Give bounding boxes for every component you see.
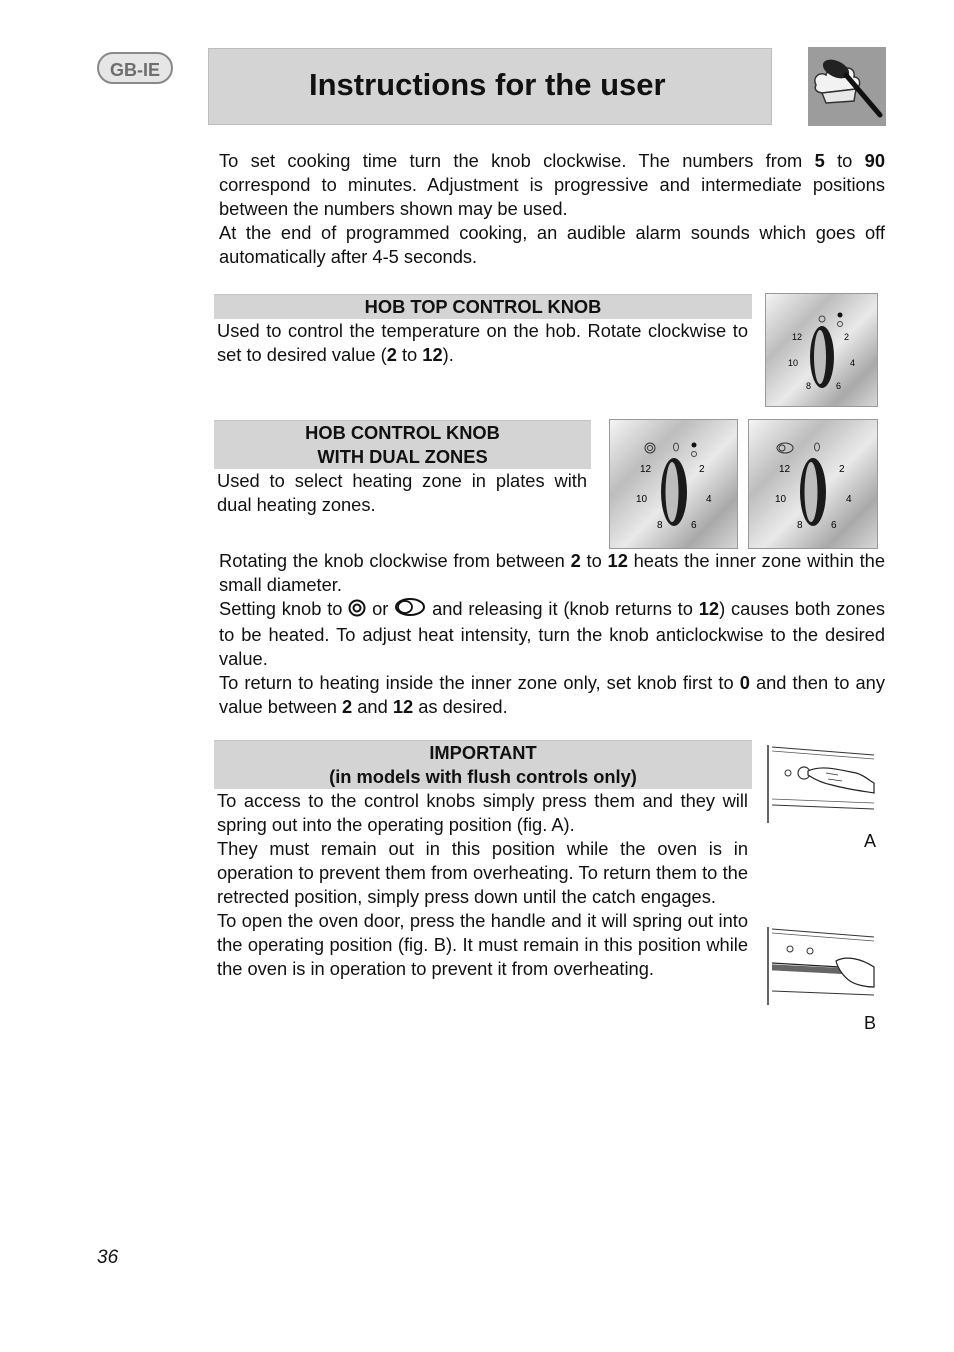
figure-b-label: B	[864, 1013, 877, 1033]
figure-b-image	[766, 925, 876, 1007]
knob-label-2: 2	[844, 332, 850, 342]
hob-top-heading: HOB TOP CONTROL KNOB	[214, 294, 752, 319]
knob-label-10: 10	[775, 494, 787, 505]
dual-zone-text: Used to select heating zone in plates with dual heating zones.	[217, 470, 587, 515]
oval-zone-symbol-icon	[394, 597, 426, 623]
knob-label-8: 8	[657, 520, 663, 531]
figure-a-image	[766, 743, 876, 825]
chef-spoon-logo-icon	[808, 47, 886, 126]
important-text	[217, 789, 748, 981]
dual-zone-heading-line-2: WITH DUAL ZONES	[317, 446, 488, 467]
intro-text	[219, 149, 885, 269]
intro-paragraph-1: To set cooking time turn the knob clockwise. The numbers from 5 to 90 correspond to minutes. Adjustment is progressive and intermediate positions between the numbers shown may be used.	[219, 150, 885, 219]
knob-label-4: 4	[846, 494, 852, 505]
important-heading-line-2: (in models with flush controls only)	[329, 766, 637, 787]
intro-paragraph-2: At the end of programmed cooking, an audible alarm sounds which goes off automatically after 4-5 seconds.	[219, 222, 885, 267]
dual-zone-knob-image-1	[609, 419, 738, 549]
hob-top-knob-image	[765, 293, 878, 407]
important-paragraph-1: To access to the control knobs simply press them and they will spring out into the operating position (fig. A).	[217, 790, 748, 835]
knob-label-6: 6	[691, 520, 697, 531]
figure-a-label: A	[864, 831, 877, 851]
knob-label-8: 8	[797, 520, 803, 531]
knob-label-12: 12	[779, 464, 791, 475]
knob-label-10: 10	[788, 358, 799, 368]
dual-zone-knob-image-2	[748, 419, 878, 549]
page-number: 36	[97, 1247, 119, 1268]
knob-label-2: 2	[839, 464, 845, 475]
dual-zone-paragraph-2: Setting knob to or and releasing it (knob returns to 12) causes both zones to be heated. To adjust heat intensity, turn the knob anticlockwise to the desired value.	[219, 598, 885, 669]
important-heading-line-1: IMPORTANT	[429, 742, 537, 763]
important-paragraph-2: They must remain out in this position while the oven is in operation to prevent them from overheating. To return them to the retrected position, simply press down until the catch engages.	[217, 838, 748, 907]
knob-label-8: 8	[806, 381, 812, 391]
hob-top-text: Used to control the temperature on the hob. Rotate clockwise to set to desired value (2 to 12).	[217, 320, 748, 365]
page-header	[208, 48, 772, 125]
knob-label-4: 4	[706, 494, 712, 505]
knob-label-10: 10	[636, 494, 648, 505]
important-paragraph-3: To open the oven door, press the handle and it will spring out into the operating position (fig. B). It must remain in this position while the oven is in operation to prevent it from overheating.	[217, 910, 748, 979]
dual-zone-heading-line-1: HOB CONTROL KNOB	[305, 422, 500, 443]
dual-zone-details	[219, 549, 885, 719]
knob-label-4: 4	[850, 358, 856, 368]
important-heading	[214, 740, 752, 789]
dual-zone-symbol-icon	[348, 599, 366, 623]
knob-label-6: 6	[836, 381, 842, 391]
knob-label-12: 12	[640, 464, 652, 475]
dual-zone-paragraph-3: To return to heating inside the inner zone only, set knob first to 0 and then to any value between 2 and 12 as desired.	[219, 672, 885, 717]
dual-zone-paragraph-1: Rotating the knob clockwise from between 2 to 12 heats the inner zone within the small diameter.	[219, 550, 885, 595]
language-badge: GB-IE	[97, 52, 173, 84]
dual-zone-heading	[214, 420, 591, 469]
knob-label-12: 12	[792, 332, 803, 342]
hand-press-handle-icon	[766, 925, 876, 1007]
knob-label-2: 2	[699, 464, 705, 475]
page-title: Instructions for the user	[309, 67, 666, 102]
knob-label-6: 6	[831, 520, 837, 531]
hand-press-knob-icon	[766, 743, 876, 825]
